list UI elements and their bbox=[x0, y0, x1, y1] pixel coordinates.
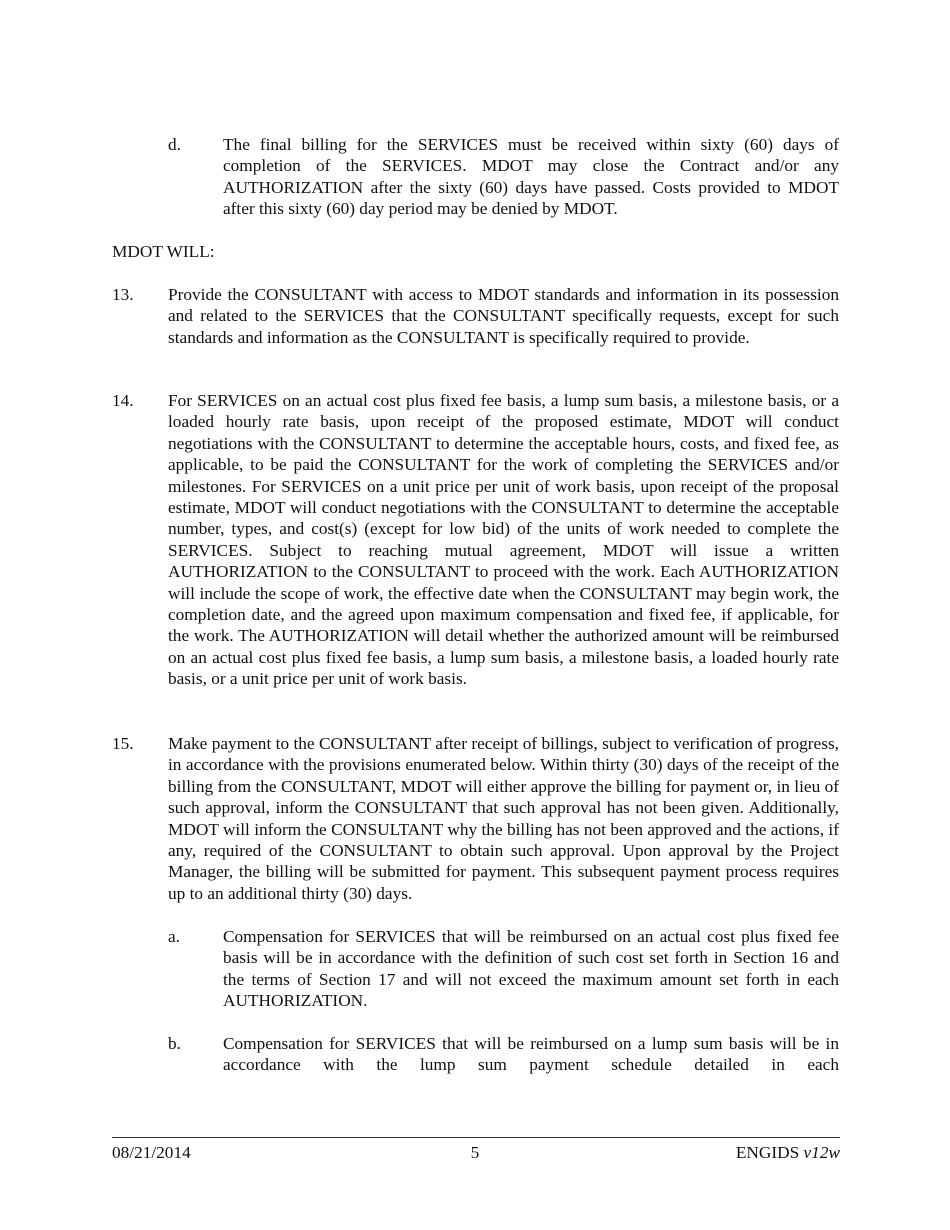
list-item-14 bbox=[112, 390, 839, 690]
doc-id: ENGIDS bbox=[735, 1143, 800, 1162]
list-item-text: The final billing for the SERVICES must be received within sixty (60) days of completion of the SERVICES. MDOT may close the Contract and/or any AUTHORIZATION after the sixty (60) days have passed. Costs provided to MDOT after this sixty (60) day period may be denied by MDOT. bbox=[223, 135, 839, 219]
footer-doc-id bbox=[736, 1142, 840, 1163]
section-heading: MDOT WILL: bbox=[112, 242, 215, 261]
list-item-15 bbox=[112, 733, 839, 904]
list-marker: 13. bbox=[112, 285, 134, 304]
doc-version: v12w bbox=[803, 1143, 840, 1162]
list-item-text: For SERVICES on an actual cost plus fixed fee basis, a lump sum basis, a milestone basis, or a loaded hourly rate basis, upon receipt of the proposed estimate, MDOT will conduct negotiations with the CONSULTANT to determine the acceptable hours, costs, and fixed fee, as applicable, to be paid the CONSULTANT for the work of completing the SERVICES and/or milestones. For SERVICES on a unit price per unit of work basis, upon receipt of the proposal estimate, MDOT will conduct negotiations with the CONSULTANT to determine the acceptable number, types, and cost(s) (except for low bid) of the units of work needed to complete the SERVICES. Subject to reaching mutual agreement, MDOT will issue a written AUTHORIZATION to the CONSULTANT to proceed with the work. Each AUTHORIZATION will include the scope of work, the effective date when the CONSULTANT may begin work, the completion date, and the agreed upon maximum compensation and fixed fee, if applicable, for the work. The AUTHORIZATION will detail whether the authorized amount will be reimbursed on an actual cost plus fixed fee basis, a lump sum basis, a milestone basis, a loaded hourly rate basis, or a unit price per unit of work basis. bbox=[168, 391, 839, 689]
list-item-text: Provide the CONSULTANT with access to MDOT standards and information in its possession and related to the SERVICES that the CONSULTANT specifically requests, except for such standards and information as the CONSULTANT is specifically required to provide. bbox=[168, 285, 839, 347]
footer-date: 08/21/2014 bbox=[112, 1143, 191, 1162]
list-marker: d. bbox=[168, 135, 181, 154]
list-marker: a. bbox=[168, 927, 180, 946]
list-item-15b bbox=[168, 1033, 839, 1076]
list-item-13 bbox=[112, 284, 839, 348]
list-marker: 14. bbox=[112, 391, 134, 410]
page-number: 5 bbox=[470, 1143, 480, 1162]
list-item-text: Compensation for SERVICES that will be reimbursed on an actual cost plus fixed fee basis will be in accordance with the definition of such cost set forth in Section 16 and the terms of Section 17 and will not exceed the maximum amount set forth in each AUTHORIZATION. bbox=[223, 927, 839, 1011]
list-item-15a bbox=[168, 926, 839, 1012]
list-marker: b. bbox=[168, 1034, 181, 1053]
list-item-text: Compensation for SERVICES that will be reimbursed on a lump sum basis will be in accordance with the lump sum payment schedule detailed in each bbox=[223, 1034, 839, 1075]
list-marker: 15. bbox=[112, 734, 134, 753]
list-item-d bbox=[168, 134, 839, 220]
footer-divider bbox=[112, 1137, 840, 1138]
list-item-text: Make payment to the CONSULTANT after receipt of billings, subject to verification of progress, in accordance with the provisions enumerated below. Within thirty (30) days of the receipt of the billing from the CONSULTANT, MDOT will either approve the billing for payment or, in lieu of such approval, inform the CONSULTANT that such approval has not been given. Additionally, MDOT will inform the CONSULTANT why the billing has not been approved and the actions, if any, required of the CONSULTANT to obtain such approval. Upon approval by the Project Manager, the billing will be submitted for payment. This subsequent payment process requires up to an additional thirty (30) days. bbox=[168, 734, 839, 903]
